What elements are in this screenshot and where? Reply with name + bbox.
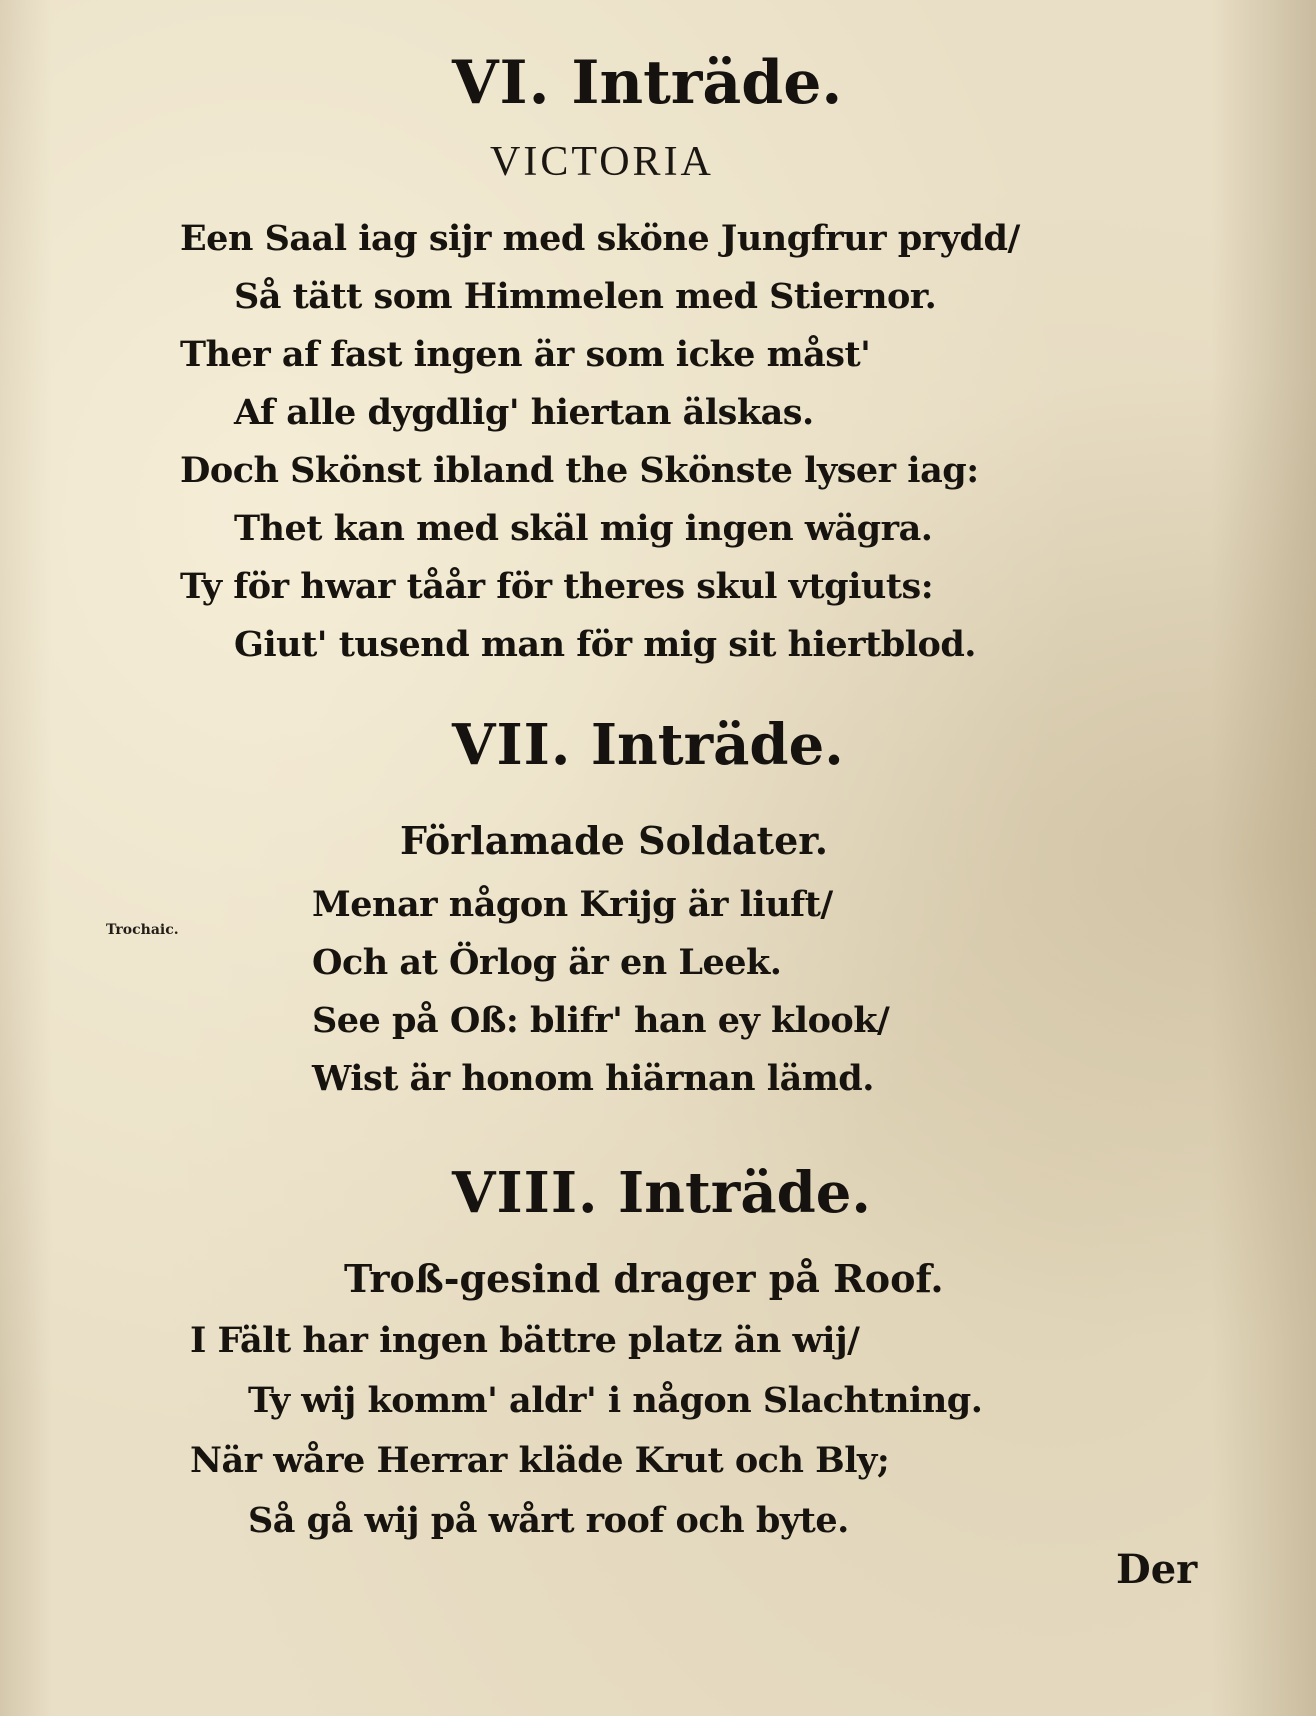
verse-line: Så tätt som Himmelen med Stiernor. [234,276,937,317]
verse-line: Menar någon Krijg är liuft/ [312,884,833,925]
heading-numeral: VIII. [452,1160,599,1226]
section-heading-viii [452,1160,871,1226]
verse-line: See på Oß: blifr' han ey klook/ [312,1000,890,1041]
section-heading-vii [452,712,844,778]
verse-line: Af alle dygdlig' hiertan älskas. [234,392,814,433]
verse-line: Och at Örlog är en Leek. [312,942,782,983]
heading-word: Inträde. [618,1160,871,1226]
heading-numeral: VII. [452,712,572,778]
verse-line: Wist är honom hiärnan lämd. [312,1058,874,1099]
verse-line: Doch Skönst ibland the Skönste lyser iag: [180,450,979,491]
heading-numeral: VI. [452,48,551,118]
verse-line: Så gå wij på wårt roof och byte. [248,1500,849,1541]
section-subtitle-victoria: VICTORIA [490,139,714,185]
verse-line: Thet kan med skäl mig ingen wägra. [234,508,933,549]
heading-word: Inträde. [590,712,844,778]
catchword: Der [1116,1546,1198,1593]
verse-line: Ty för hwar tåår för theres skul vtgiuts: [180,566,934,607]
verse-line: Een Saal iag sijr med sköne Jungfrur prydd/ [180,218,1020,259]
verse-line: Ther af fast ingen är som icke måst' [180,334,871,375]
speaker-label: Troß-gesind drager på Roof. [344,1256,944,1301]
speaker-label: Förlamade Soldater. [400,818,829,863]
verse-line: När wåre Herrar kläde Krut och Bly; [190,1440,890,1481]
verse-line: I Fält har ingen bättre platz än wij/ [190,1320,860,1361]
verse-line: Giut' tusend man för mig sit hiertblod. [234,624,976,665]
heading-word: Inträde. [571,48,843,118]
margin-note-trochaic: Trochaic. [106,922,179,938]
verse-line: Ty wij komm' aldr' i någon Slachtning. [248,1380,983,1421]
section-heading-vi [452,48,842,118]
